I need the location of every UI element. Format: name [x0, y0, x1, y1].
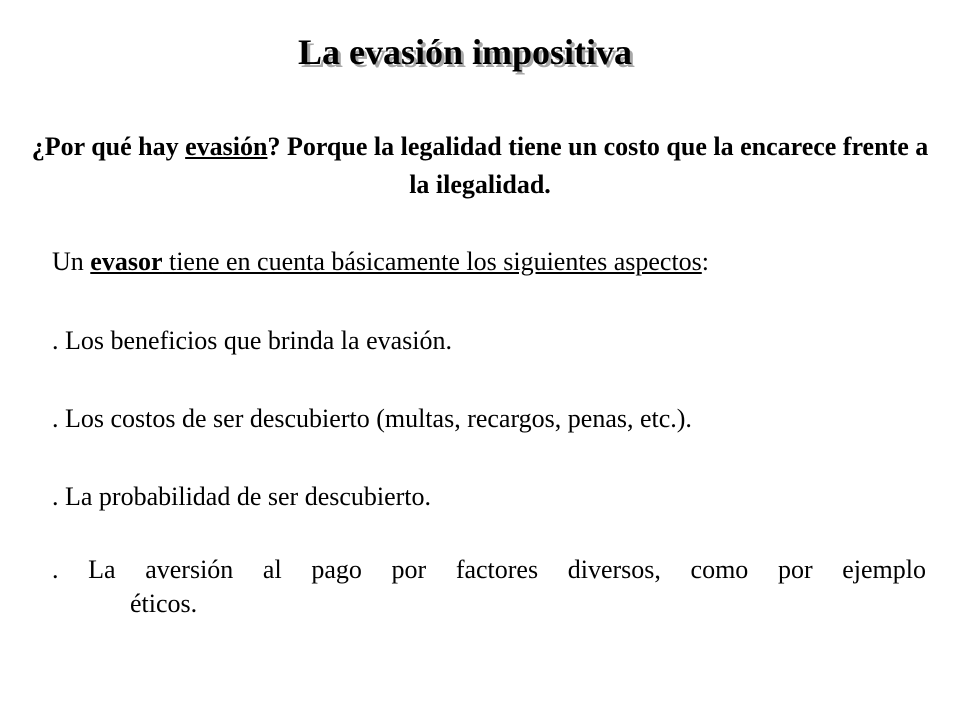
page-title: La evasión impositiva	[297, 32, 633, 72]
list-item: . Los beneficios que brinda la evasión.	[52, 326, 452, 355]
question-part-1: ¿Por qué hay	[31, 132, 186, 161]
list-item: . Los costos de ser descubierto (multas, recargos, penas, etc.).	[52, 404, 692, 433]
intro-before: Un	[52, 247, 91, 276]
intro-bold-word: evasor	[90, 247, 163, 276]
intro-colon: :	[701, 247, 710, 276]
list-item-line-1: . La aversión al pago por factores diversos, como por ejemplo	[52, 555, 926, 584]
intro-rest: tiene en cuenta básicamente los siguientes aspectos	[162, 247, 702, 276]
intro-paragraph	[52, 246, 932, 278]
question-paragraph	[30, 128, 930, 204]
question-underlined-word: evasión	[185, 132, 268, 161]
list-item: . La probabilidad de ser descubierto.	[52, 482, 432, 511]
list-item-line-2: éticos.	[130, 589, 198, 618]
list-item	[52, 553, 926, 621]
question-part-2: ? Porque la legalidad tiene un costo que la encarece frente a la ilegalidad.	[267, 132, 929, 199]
